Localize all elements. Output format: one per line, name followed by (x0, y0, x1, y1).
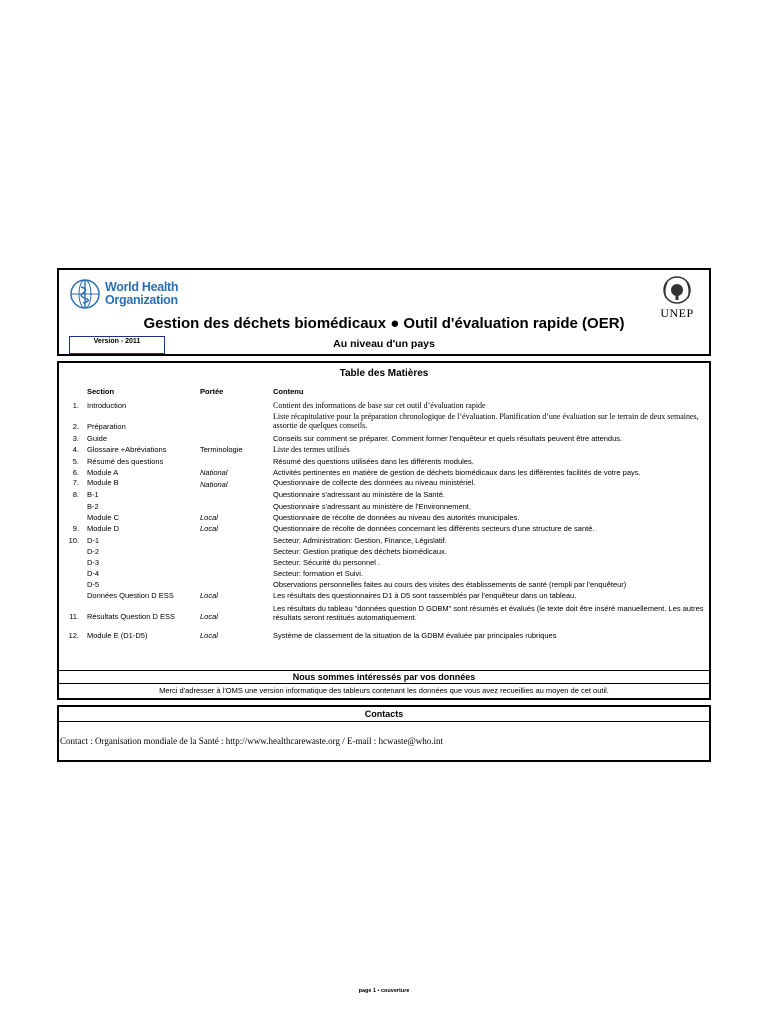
row-portee: Terminologie (200, 445, 243, 454)
col-header-contenu: Contenu (273, 387, 304, 396)
row-number: 8. (72, 490, 79, 499)
row-section: Module E (D1-D5) (87, 631, 148, 640)
row-contenu: Contient des informations de base sur cet outil d’évaluation rapide (273, 401, 486, 410)
row-number: 10. (68, 536, 79, 545)
unep-logo (651, 274, 703, 321)
row-portee: Local (200, 524, 218, 533)
row-section: D-4 (87, 569, 100, 578)
page-footer: page 1 • couverture (358, 988, 410, 994)
interest-text: Merci d'adresser à l'OMS une version informatique des tableurs contenant les données que vous avez recueillies au moyen de cet outil. (159, 686, 609, 695)
contacts-title: Contacts (364, 709, 404, 719)
row-section: Module B (87, 478, 119, 487)
row-section: D-1 (87, 536, 100, 545)
interest-title: Nous sommes intéressés par vos données (292, 672, 476, 682)
row-section: D-3 (87, 558, 100, 567)
contacts-box (57, 705, 711, 762)
row-contenu: Questionnaire de récolte de données au niveau des autorités municipales. (273, 513, 520, 522)
row-section: Glossaire +Abréviations (87, 445, 167, 454)
row-section: B-1 (87, 490, 99, 499)
row-number: 1. (72, 401, 79, 410)
section-divider (59, 683, 709, 684)
row-contenu: Résumé des questions utilisées dans les différents modules. (273, 457, 474, 466)
row-contenu: Questionnaire de collecte des données au niveau ministériel. (273, 478, 476, 487)
row-number: 12. (68, 631, 79, 640)
col-header-portee: Portée (200, 387, 224, 396)
row-section: D-5 (87, 580, 100, 589)
row-section: Données Question D ESS (87, 591, 174, 600)
section-divider (59, 721, 709, 722)
who-logo-line1: World Health (105, 280, 179, 294)
row-number: 6. (72, 468, 79, 477)
col-header-section: Section (87, 387, 115, 396)
row-contenu: Questionnaire s'adressant au ministère de l'Environnement. (273, 502, 471, 511)
version-badge: Version - 2011 (69, 336, 165, 354)
row-contenu: Observations personnelles faites au cours des visites des établissements de santé (rempli par l'enquêteur) (273, 580, 627, 589)
row-contenu: Questionnaire de récolte de données concernant les différents secteurs d'une structure de santé. (273, 524, 595, 533)
who-emblem-icon (69, 278, 101, 310)
row-contenu: Questionnaire s'adressant au ministère de la Santé. (273, 490, 445, 499)
row-section: Résultats Question D ESS (87, 612, 175, 621)
who-logo-line2: Organization (105, 293, 178, 307)
row-contenu: Les résultats du tableau "données question D GDBM" sont résumés et évalués (le texte doit être inséré manuellement. Les autres résultats seront restitués automatiquement. (273, 604, 704, 622)
section-divider (59, 670, 709, 671)
row-contenu: Secteur: Gestion pratique des déchets biomédicaux. (273, 547, 447, 556)
row-portee: Local (200, 631, 218, 640)
row-number: 2. (72, 422, 79, 431)
row-number: 5. (72, 457, 79, 466)
toc-title: Table des Matières (339, 368, 429, 379)
row-contenu: Secteur: Administration: Gestion, Finance, Législatif. (273, 536, 447, 545)
unep-logo-text: UNEP (660, 306, 694, 320)
row-contenu: Secteur: Sécurité du personnel . (273, 558, 381, 567)
row-number: 3. (72, 434, 79, 443)
row-contenu: Liste récapitulative pour la préparation chronologique de l’évaluation. Planification d’une évaluation sur le terrain de deux semaines, assortie de quelques conseils. (273, 412, 699, 430)
row-section: D-2 (87, 547, 100, 556)
row-section: Préparation (87, 422, 126, 431)
row-contenu: Activités pertinentes en matière de gestion de déchets biomédicaux dans les différentes facilités de votre pays. (273, 468, 641, 477)
toc-box (57, 361, 711, 700)
row-portee: Local (200, 612, 218, 621)
row-section: B-2 (87, 502, 99, 511)
row-section: Module D (87, 524, 120, 533)
row-portee: Local (200, 591, 218, 600)
row-portee: National (200, 480, 228, 489)
row-portee: Local (200, 513, 218, 522)
who-logo (69, 278, 178, 310)
row-section: Résumé des questions (87, 457, 164, 466)
row-contenu: Liste des termes utilisés (273, 445, 350, 454)
row-portee: National (200, 468, 228, 477)
header-box (57, 268, 711, 356)
row-contenu: Système de classement de la situation de la GDBM évaluée par principales rubriques (273, 631, 557, 640)
row-contenu: Secteur: formation et Suivi. (273, 569, 364, 578)
page-subtitle: Au niveau d'un pays (333, 338, 435, 350)
row-section: Module A (87, 468, 119, 477)
row-number: 9. (72, 524, 79, 533)
row-number: 4. (72, 445, 79, 454)
row-contenu: Les résultats des questionnaires D1 à D5 sont rassemblés par l'enquêteur dans un tableau. (273, 591, 577, 600)
row-contenu: Conseils sur comment se préparer. Comment former l'enquêteur et quels résultats peuvent être attendus. (273, 434, 623, 443)
contact-line: Contact : Organisation mondiale de la Santé : http://www.healthcarewaste.org / E-mail : hcwaste@who.int (60, 736, 444, 746)
unep-emblem-icon (659, 274, 695, 306)
row-section: Module C (87, 513, 120, 522)
row-section: Guide (87, 434, 108, 443)
row-number: 7. (72, 478, 79, 487)
row-section: Introduction (87, 401, 127, 410)
page-title: Gestion des déchets biomédicaux ● Outil d'évaluation rapide (OER) (143, 315, 625, 332)
row-number: 11. (69, 612, 79, 621)
